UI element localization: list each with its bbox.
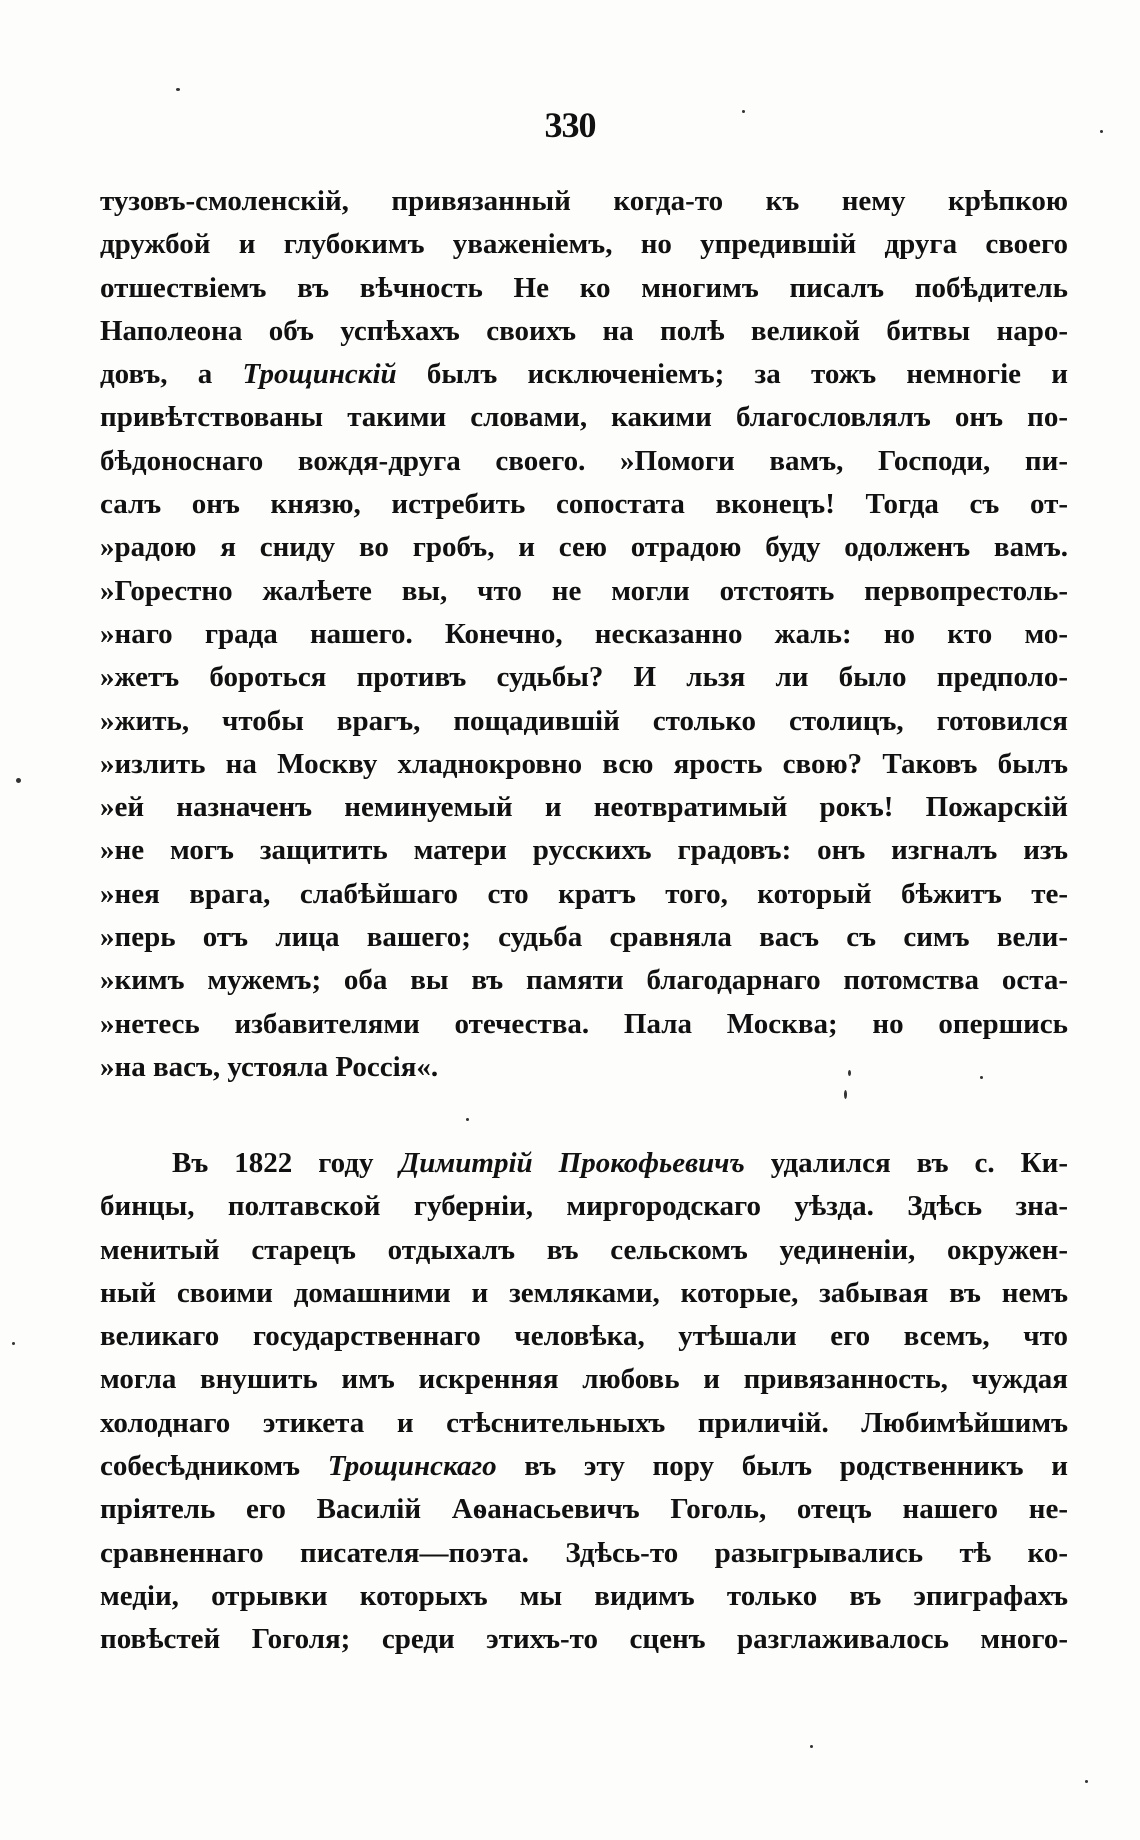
text-line [100, 1142, 1068, 1185]
text-line: »нея врага, слабѣйшаго сто кратъ того, который бѣжитъ те- [100, 877, 1068, 910]
text-line [100, 1445, 1068, 1488]
scan-speck [1100, 130, 1103, 133]
text-line: тузовъ-смоленскій, привязанный когда-то къ нему крѣпкою [100, 185, 1068, 217]
text-line: могла внушить имъ искренняя любовь и привязанность, чуждая [100, 1363, 1068, 1396]
text-line: менитый старецъ отдыхалъ въ сельскомъ уединеніи, окружен- [100, 1233, 1068, 1266]
text-run: былъ исключеніемъ; за тожъ немногіе и [396, 358, 1068, 391]
scan-speck [844, 1090, 847, 1099]
text-line: »жить, чтобы врагъ, пощадившій столько столицъ, готовился [100, 704, 1068, 737]
text-line: бѣдоноснаго вождя-друга своего. »Помоги вамъ, Господи, пи- [100, 444, 1068, 477]
text-line: Наполеона объ успѣхахъ своихъ на полѣ великой битвы наро- [100, 314, 1068, 347]
text-run: собесѣдникомъ [100, 1450, 328, 1483]
text-line: ный своими домашними и земляками, которые, забывая въ немъ [100, 1276, 1068, 1309]
scan-speck [810, 1745, 813, 1748]
scan-speck [176, 88, 180, 91]
italic-name: Трощинскій [242, 358, 397, 391]
text-line: пріятель его Василій Аѳанасьевичъ Гоголь, отецъ нашего не- [100, 1493, 1068, 1526]
text-run: удалился въ с. Ки- [744, 1147, 1068, 1179]
text-line: »излить на Москву хладнокровно всю ярость свою? Таковъ былъ [100, 747, 1068, 780]
text-line: сравненнаго писателя—поэта. Здѣсь-то разыгрывались тѣ ко- [100, 1536, 1068, 1569]
text-line: »жетъ бороться противъ судьбы? И льзя ли было предполо- [100, 661, 1068, 694]
text-line: дружбой и глубокимъ уваженіемъ, но упредившій друга своего [100, 228, 1068, 261]
text-line: »радою я сниду во гробъ, и сею отрадою буду одолженъ вамъ. [100, 531, 1068, 564]
scan-speck [742, 110, 745, 113]
text-line: великаго государственнаго человѣка, утѣшали его всемъ, что [100, 1320, 1068, 1353]
italic-name: Димитрій Прокофьевичъ [399, 1147, 745, 1179]
text-run: довъ, а [100, 358, 243, 391]
page-number: 330 [544, 105, 596, 145]
text-run: въ эту пору былъ родственникъ и [496, 1450, 1068, 1483]
text-line [100, 353, 1068, 396]
text-line: »перь отъ лица вашего; судьба сравняла васъ съ симъ вели- [100, 921, 1068, 954]
text-line: »Горестно жалѣете вы, что не могли отстоять первопрестоль- [100, 574, 1068, 607]
scan-speck [12, 1342, 15, 1345]
scan-speck [466, 1118, 469, 1121]
paragraph-2 [100, 1142, 1068, 1662]
text-line: привѣтствованы такими словами, какими благословлялъ онъ по- [100, 401, 1068, 434]
text-line: отшествіемъ въ вѣчность Не ко многимъ писалъ побѣдитель [100, 271, 1068, 304]
text-line: холоднаго этикета и стѣснительныхъ приличій. Любимѣйшимъ [100, 1406, 1068, 1439]
text-run: Въ 1822 году [172, 1147, 400, 1179]
text-line: салъ онъ князю, истребить сопостата вконецъ! Тогда съ от- [100, 488, 1068, 521]
text-line: бинцы, полтавской губерніи, миргородскаго уѣзда. Здѣсь зна- [100, 1190, 1068, 1223]
text-line: повѣстей Гоголя; среди этихъ-то сценъ разглаживалось много- [100, 1623, 1068, 1656]
text-line: »нетесь избавителями отечества. Пала Москва; но опершись [100, 1007, 1068, 1040]
italic-name: Трощинскаго [327, 1450, 497, 1483]
scan-speck [1085, 1780, 1088, 1783]
text-line: »ей назначенъ неминуемый и неотвратимый рокъ! Пожарскій [100, 791, 1068, 824]
scan-speck [16, 778, 21, 783]
scan-speck [848, 1070, 851, 1076]
scan-speck [980, 1076, 983, 1079]
text-line: »не могъ защитить матери русскихъ градовъ: онъ изгналъ изъ [100, 834, 1068, 867]
text-line: »кимъ мужемъ; оба вы въ памяти благодарнаго потомства оста- [100, 964, 1068, 997]
paragraph-1 [100, 180, 1068, 1089]
text-line: »наго града нашего. Конечно, несказанно жаль: но кто мо- [100, 617, 1068, 650]
text-line: медіи, отрывки которыхъ мы видимъ только въ эпиграфахъ [100, 1579, 1068, 1612]
text-line: »на васъ, устояла Россія«. [100, 1050, 439, 1083]
